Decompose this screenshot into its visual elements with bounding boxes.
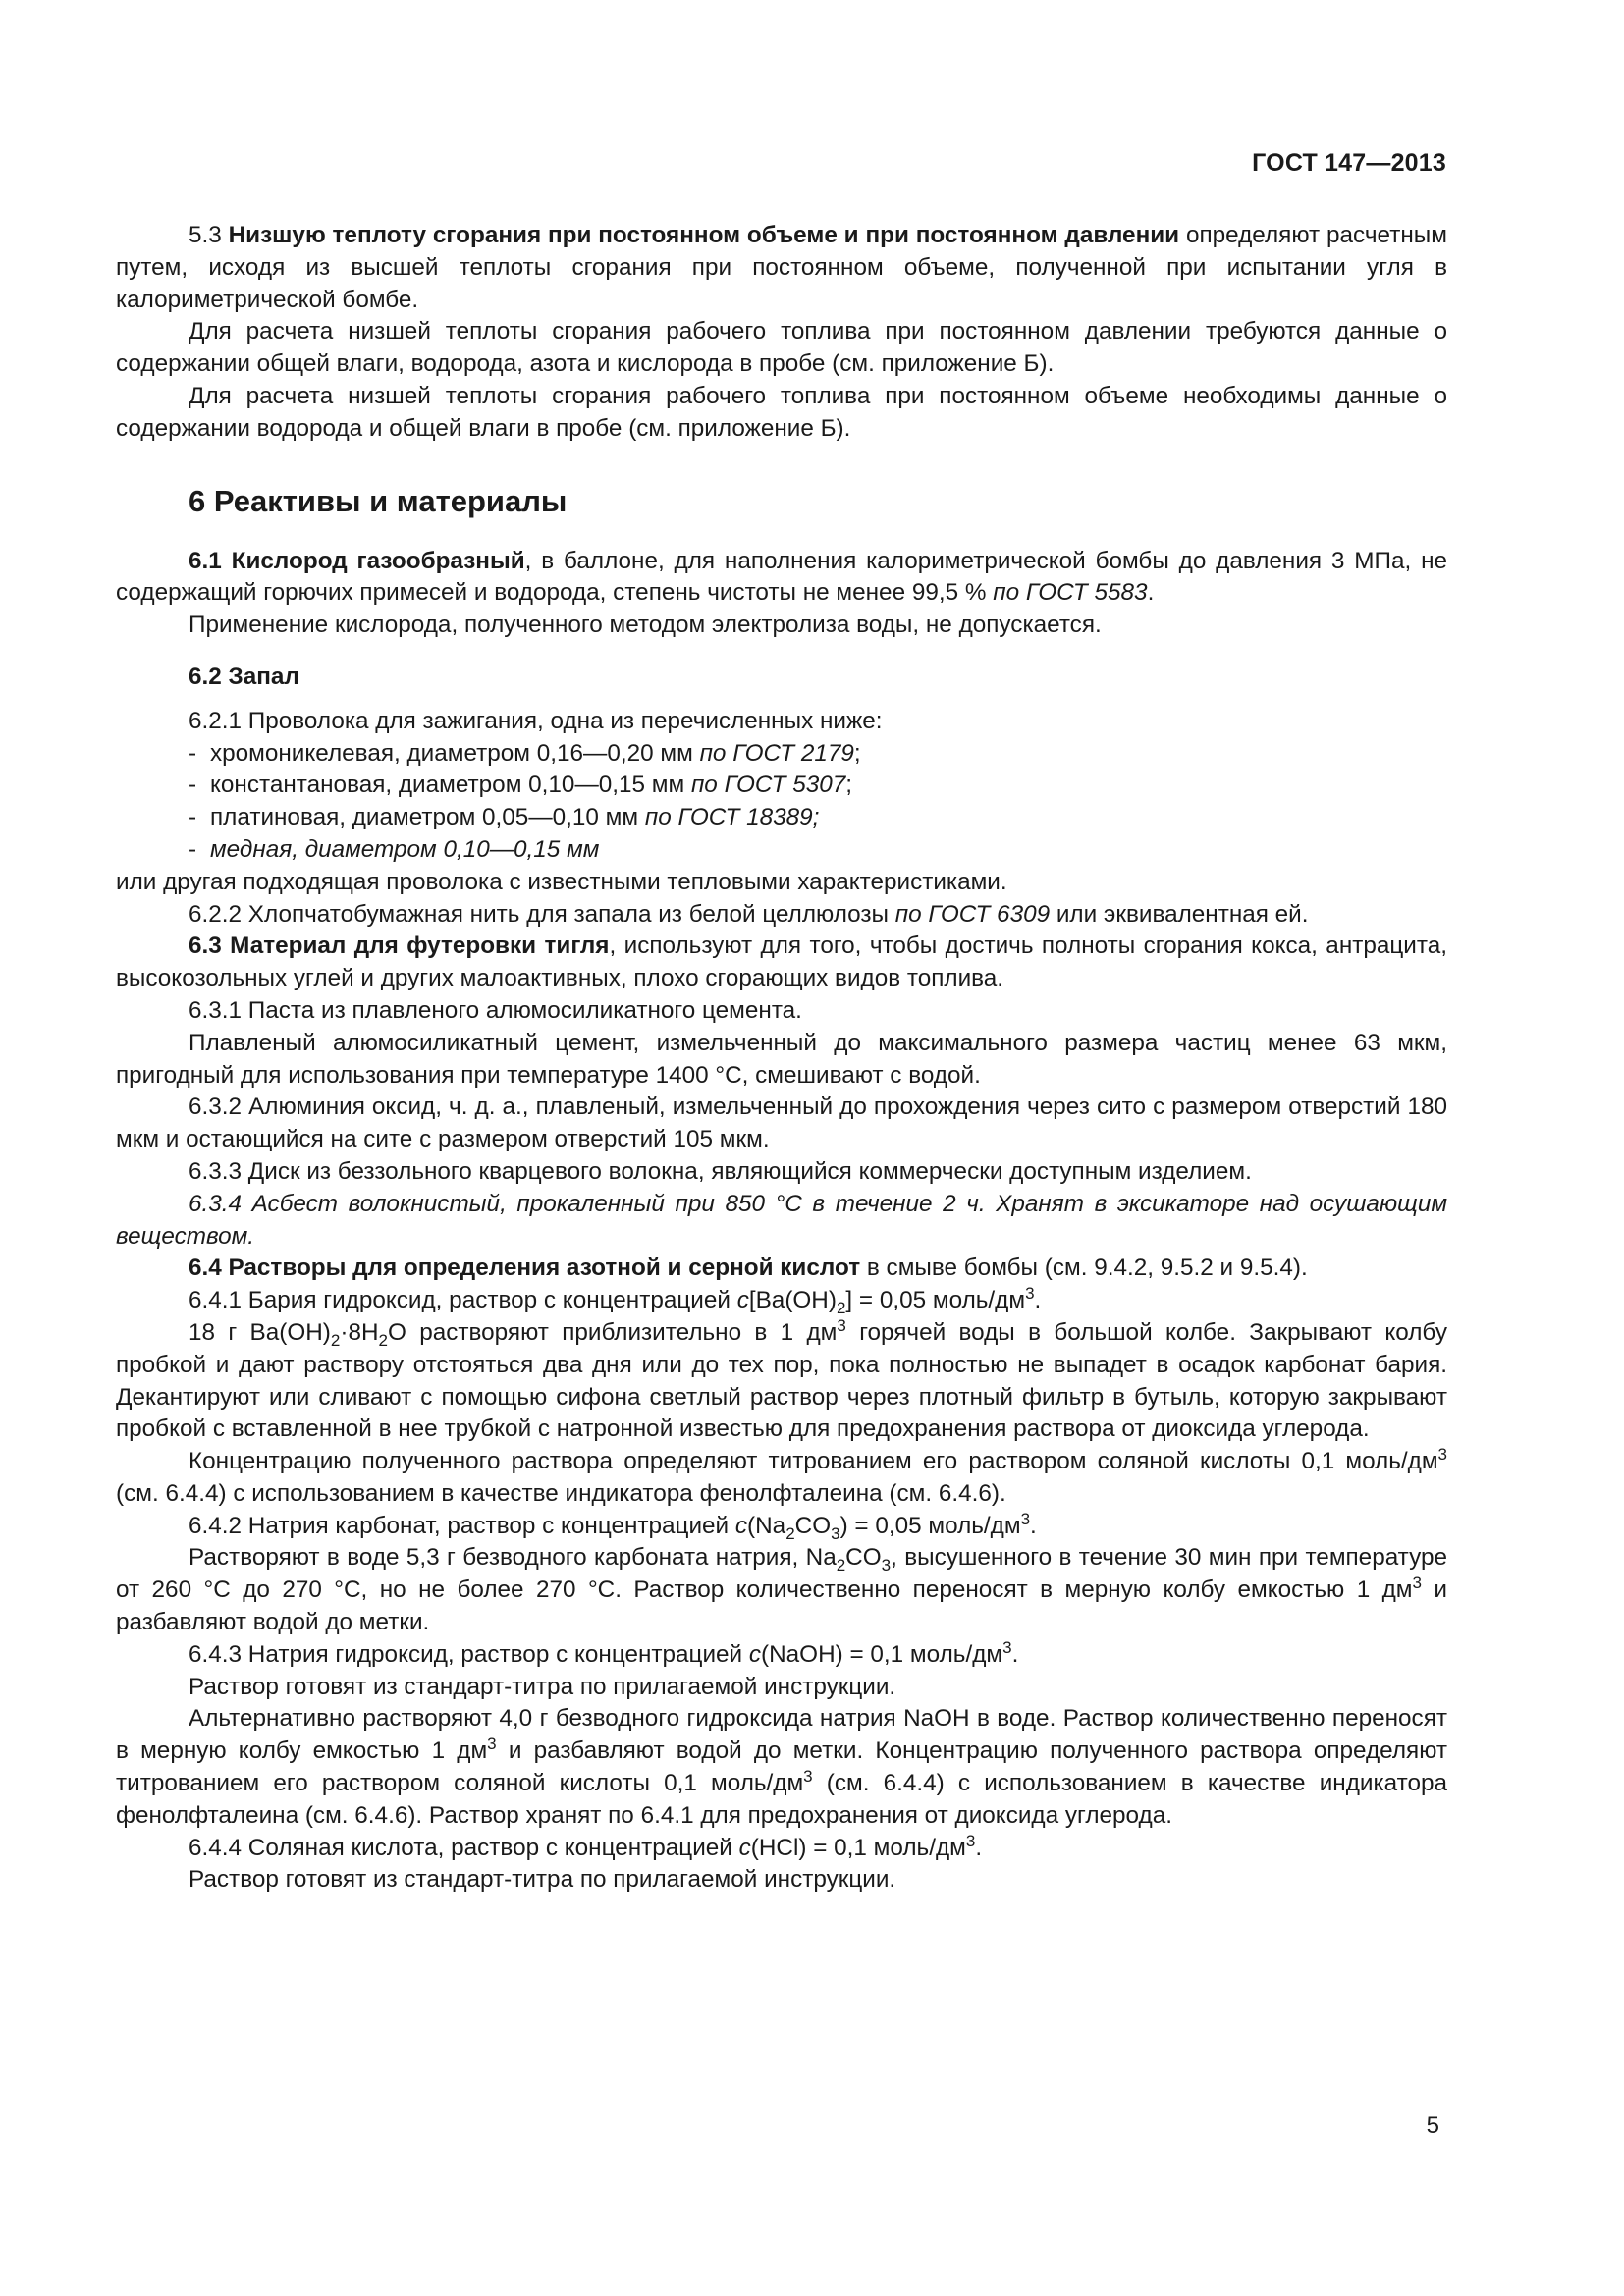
paragraph-6-3-3: 6.3.3 Диск из беззольного кварцевого волокна, являющийся коммерчески доступным изделием. [189,1157,1252,1185]
paragraph-6-3-2: 6.3.2 Алюминия оксид, ч. д. а., плавленый, измельченный до прохождения через сито с размером отверстий 180 мкм и остающийся на сите с размером отверстий 105 мкм. [116,1094,1447,1153]
list-item: - платиновая, диаметром 0,05—0,10 мм по ГОСТ 18389; [116,802,1447,834]
clause-text: определяют расчетным путем, исходя из высшей теплоты сгорания при постоянном объеме, полученной при испытании угля в калориметрической бомбе. [116,222,1447,313]
paragraph: Раствор готовят из стандарт-титра по прилагаемой инструкции. [189,1673,896,1700]
paragraph: Плавленый алюмосиликатный цемент, измельченный до максимального размера частиц менее 63 мкм, пригодный для использования при температуре 1400 °С, смешивают с водой. [116,1029,1447,1089]
paragraph: Для расчета низшей теплоты сгорания рабочего топлива при постоянном объеме необходимы данные о содержании водорода и общей влаги в пробе (см. приложение Б). [116,382,1447,442]
paragraph: Применение кислорода, полученного методом электролиза воды, не допускается. [189,612,1102,639]
paragraph: или другая подходящая проволока с известными тепловыми характеристиками. [116,868,1007,895]
paragraph-6-2-1: 6.2.1 Проволока для зажигания, одна из перечисленных ниже: [189,707,883,734]
standard-reference: по ГОСТ 6309 [894,900,1051,928]
paragraph-6-4-2: 6.4.2 Натрия карбонат, раствор с концентрацией $с(Na_2CO_3) = 0,05$ моль/$дм^3$. [189,1509,1037,1543]
list-dash: - [189,739,197,767]
paragraph: Раствор готовят из стандарт-титра по прилагаемой инструкции. [189,1866,896,1894]
paragraph: 18 г $Ba(OH)_2\cdot 8H_2O$ растворяют приблизительно в 1 $дм^3$ горячей воды в большой колбе. Закрывают колбу пробкой и дают раствору отстояться два дня или до тех пор, пока полностью не выпадет в осадок карбонат бария. Декантируют или сливают с помощью сифона светлый раствор через плотный фильтр в бутыль, которую закрывают пробкой с вставленной в нее трубкой с натронной известью для предохранения раствора от диоксида углерода. [116,1315,1447,1443]
section-heading-6: 6 Реактивы и материалы [189,483,568,518]
clause-title: 6.4 Растворы для определения азотной и серной кислот [189,1255,861,1282]
page-body [116,220,1447,1896]
paragraph: Концентрацию полученного раствора определяют титрованием его раствором соляной кислоты 0,1 моль/$дм^3$ (см. 6.4.4) с использованием в качестве индикатора фенолфталеина (см. 6.4.6). [116,1445,1447,1507]
paragraph-6-3-1: 6.3.1 Паста из плавленого алюмосиликатного цемента. [189,996,802,1024]
list-item: - медная, диаметром 0,10—0,15 мм [116,834,1447,867]
clause-title: 6.3 Материал для футеровки тигля [189,933,610,960]
standard-reference: по ГОСТ 5307 [690,772,846,799]
standard-reference: по ГОСТ 18389; [644,804,820,831]
paragraph: Растворяют в воде 5,3 г безводного карбоната натрия, $Na_2CO_3$, высушенного в течение 30 мин при температуре от 260 °С до 270 °С, но не более 270 °С. Раствор количественно переносят в мерную колбу емкостью 1 $дм^3$ и разбавляют водой до метки. [116,1544,1448,1636]
clause-title: 6.1 Кислород газообразный [189,547,525,574]
list-dash: - [189,835,197,863]
list-item: - константановая, диаметром 0,10—0,15 мм по ГОСТ 5307; [116,770,1447,802]
list-dash: - [189,804,197,831]
paragraph-6-4: 6.4 Растворы для определения азотной и серной кислот в смыве бомбы (см. 9.4.2, 9.5.2 и 9.5.4). [189,1255,1308,1282]
paragraph-6-2-2: 6.2.2 Хлопчатобумажная нить для запала из белой целлюлозы по ГОСТ 6309 или эквивалентная ей. [189,900,1309,928]
standard-reference: по ГОСТ 2179 [699,739,854,767]
standard-reference: по ГОСТ 5583 [993,579,1148,607]
subsection-heading-6-2: 6.2 Запал [189,663,299,690]
paragraph-6-1: 6.1 Кислород газообразный, в баллоне, для наполнения калориметрической бомбы до давления 3 МПа, не содержащий горючих примесей и водорода, степень чистоты не менее 99,5 % по ГОСТ 5583. [116,547,1447,607]
page-number: 5 [1426,2112,1439,2139]
paragraph-6-4-4: 6.4.4 Соляная кислота, раствор с концентрацией с(HCl) = 0,1 моль/$дм^3$. [189,1831,983,1861]
list-item: - хромоникелевая, диаметром 0,16—0,20 мм по ГОСТ 2179; [116,738,1447,771]
paragraph-6-3-4: 6.3.4 Асбест волокнистый, прокаленный при 850 °С в течение 2 ч. Хранят в эксикаторе над осушающим веществом. [116,1190,1447,1250]
list-dash: - [189,772,197,799]
paragraph: Для расчета низшей теплоты сгорания рабочего топлива при постоянном давлении требуются данные о содержании общей влаги, водорода, азота и кислорода в пробе (см. приложение Б). [116,318,1447,378]
paragraph: Альтернативно растворяют 4,0 г безводного гидроксида натрия NaOH в воде. Раствор количественно переносят в мерную колбу емкостью 1 $дм^3$ и разбавляют водой до метки. Концентрацию полученного раствора определяют титрованием его раствором соляной кислоты 0,1 моль/$дм^3$ (см. 6.4.4) с использованием в качестве индикатора фенолфталеина (см. 6.4.6). Раствор хранят по 6.4.1 для предохранения от диоксида углерода. [116,1705,1448,1829]
paragraph-6-4-1: 6.4.1 Бария гидроксид, раствор с концентрацией $с[Ba(OH)_2] = 0,05$ моль/$дм^3$. [189,1284,1042,1317]
paragraph-6-4-3: 6.4.3 Натрия гидроксид, раствор с концентрацией с(NaOH) = 0,1 моль/$дм^3$. [189,1637,1019,1668]
document-code: ГОСТ 147—2013 [1252,149,1446,177]
paragraph-5-3 [116,220,1447,316]
clause-title: Низшую теплоту сгорания при постоянном объеме и при постоянном давлении [228,222,1180,248]
clause-number: 5.3 [189,222,222,248]
paragraph-6-3: 6.3 Материал для футеровки тигля, используют для того, чтобы достичь полноты сгорания кокса, антрацита, высокозольных углей и других малоактивных, плохо сгорающих видов топлива. [116,933,1447,992]
